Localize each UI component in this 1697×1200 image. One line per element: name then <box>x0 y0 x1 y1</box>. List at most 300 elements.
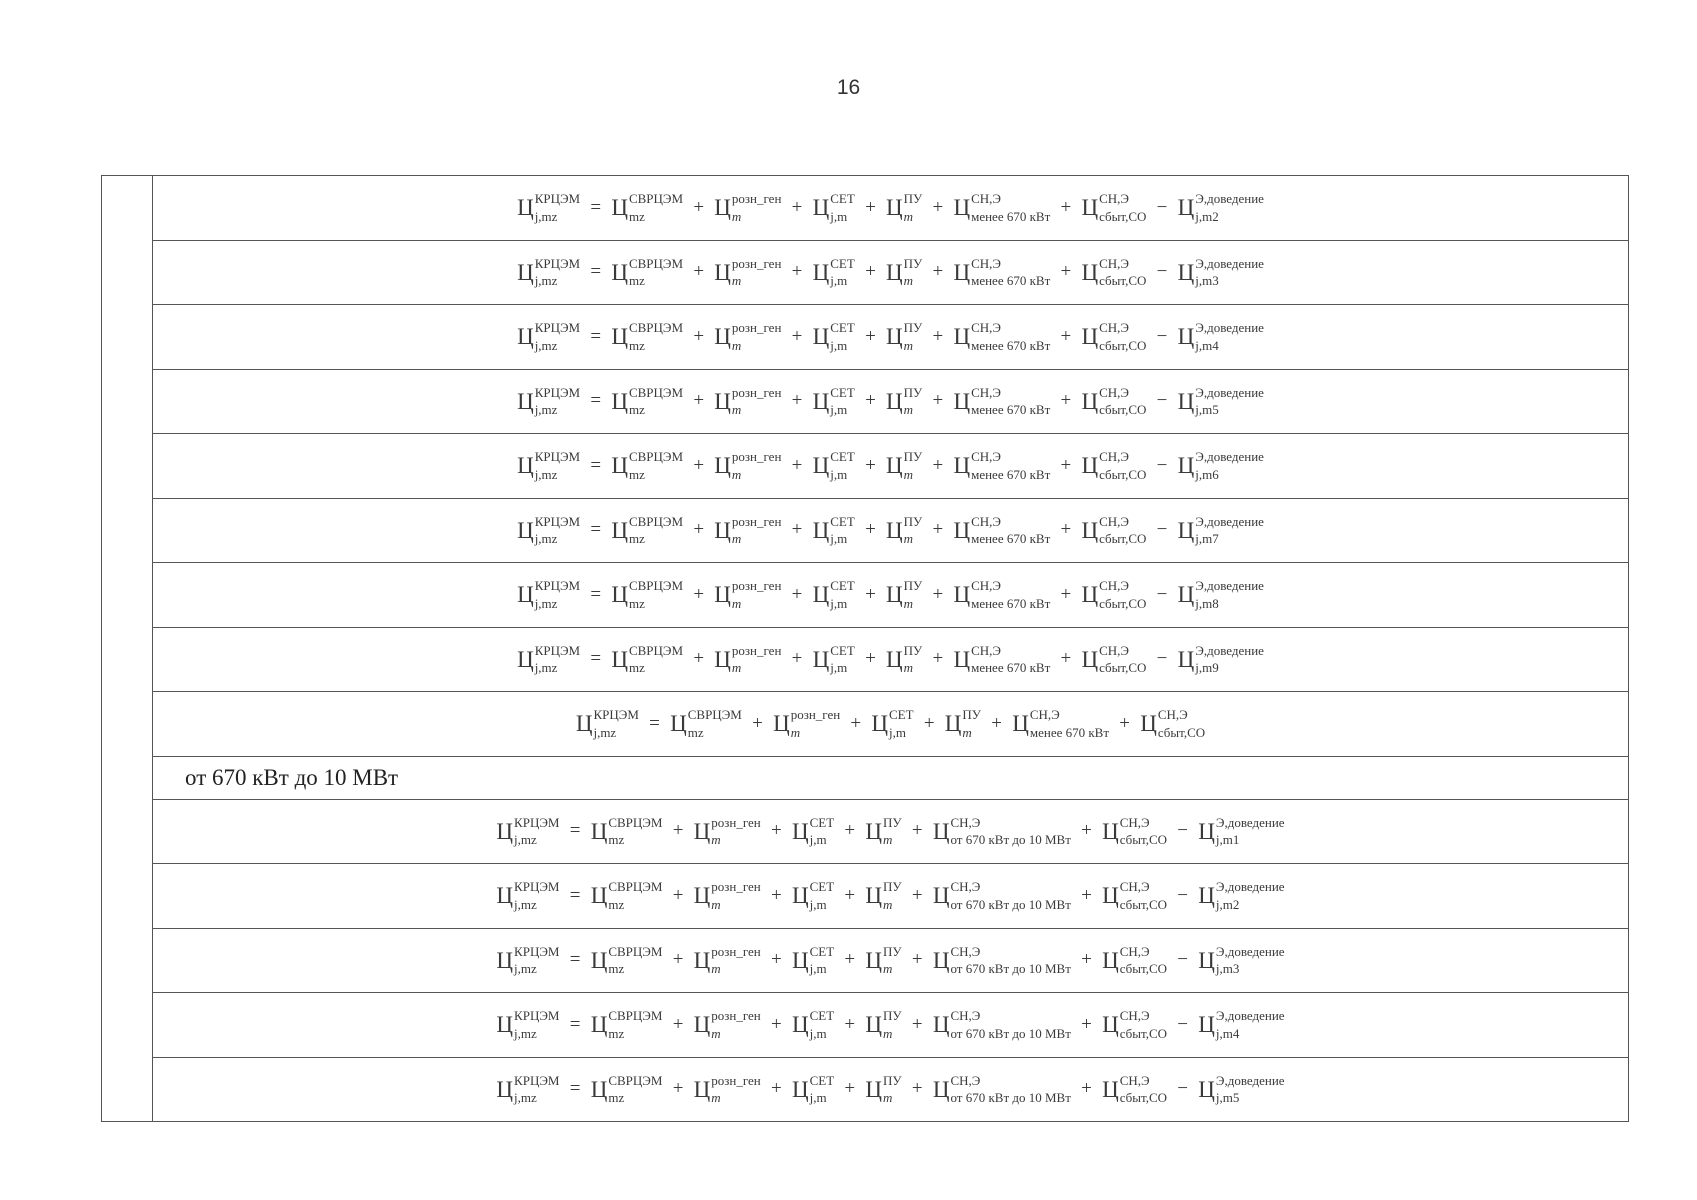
formula-term <box>714 191 782 224</box>
subscript: j,mz <box>534 531 558 547</box>
formula-term <box>953 642 1051 676</box>
subscript: mz <box>628 402 645 418</box>
base-symbol: Ц <box>932 818 950 844</box>
operator: + <box>771 884 782 906</box>
operator: + <box>865 648 876 670</box>
operator: + <box>865 583 876 605</box>
subscript: j,mz <box>534 208 558 224</box>
operator: − <box>1177 1013 1189 1035</box>
subscript: m <box>731 595 742 611</box>
formula <box>517 384 1264 418</box>
subscript: j,m2 <box>1215 896 1240 912</box>
formula-term <box>886 384 923 418</box>
subscript: менее 670 кВт <box>1029 724 1110 740</box>
subscript: j,m <box>830 595 848 611</box>
operator: + <box>791 325 803 347</box>
base-symbol: Ц <box>953 646 971 672</box>
base-symbol: Ц <box>611 324 628 350</box>
base-symbol: Ц <box>611 646 628 672</box>
superscript: Э,доведение <box>1215 943 1285 959</box>
subscript: j,m <box>830 402 848 418</box>
table-row <box>102 1057 1629 1122</box>
operator: + <box>1081 949 1092 971</box>
formula-term <box>1102 1072 1168 1106</box>
formula-cell <box>153 928 1629 993</box>
subscript: m <box>731 466 742 482</box>
formula-term <box>865 943 902 977</box>
operator: + <box>693 196 705 218</box>
base-symbol: Ц <box>714 453 731 479</box>
operator: + <box>1081 1078 1092 1100</box>
formula-term <box>886 449 923 482</box>
formula-term <box>496 814 560 848</box>
formula-term <box>693 1072 761 1106</box>
table-row <box>102 993 1629 1058</box>
base-symbol: Ц <box>714 582 731 608</box>
formula-term <box>1198 1072 1285 1106</box>
base-symbol: Ц <box>1140 711 1157 737</box>
operator: + <box>1060 519 1072 541</box>
operator: + <box>771 949 782 971</box>
base-symbol: Ц <box>812 259 830 285</box>
operator: + <box>932 325 944 347</box>
superscript: СН,Э <box>950 943 981 959</box>
superscript: розн_ген <box>731 449 782 465</box>
base-symbol: Ц <box>590 947 608 973</box>
superscript: ПУ <box>903 449 923 465</box>
base-symbol: Ц <box>611 195 628 221</box>
base-symbol: Ц <box>1081 646 1099 672</box>
formula-term <box>791 1072 835 1106</box>
operator: + <box>1060 648 1072 670</box>
base-symbol: Ц <box>932 947 950 973</box>
operator: − <box>1177 1078 1189 1100</box>
superscript: СН,Э <box>1119 879 1150 895</box>
subscript: m <box>903 595 914 611</box>
formula-term <box>1081 320 1147 353</box>
superscript: СВРЦЭМ <box>628 578 684 594</box>
formula-term <box>1081 384 1147 418</box>
operator: = <box>569 949 581 971</box>
table-row <box>102 563 1629 628</box>
superscript: розн_ген <box>711 1072 761 1088</box>
superscript: Э,доведение <box>1195 191 1264 207</box>
table-row <box>102 692 1629 757</box>
formula <box>517 449 1264 482</box>
base-symbol: Ц <box>791 883 809 909</box>
superscript: СН,Э <box>1119 814 1150 830</box>
formula-cell <box>153 864 1629 929</box>
base-symbol: Ц <box>1198 1076 1215 1102</box>
base-symbol: Ц <box>791 1076 809 1102</box>
subscript: m <box>903 402 914 418</box>
operator: + <box>911 820 923 842</box>
subscript: m <box>903 466 914 482</box>
base-symbol: Ц <box>517 453 534 479</box>
base-symbol: Ц <box>886 195 903 221</box>
base-symbol: Ц <box>575 711 593 737</box>
subscript: сбыт,СО <box>1099 402 1147 418</box>
base-symbol: Ц <box>953 517 971 543</box>
base-symbol: Ц <box>886 453 903 479</box>
subscript: сбыт,СО <box>1099 337 1147 353</box>
superscript: СЕТ <box>809 1008 835 1024</box>
formula <box>517 578 1264 611</box>
subscript: менее 670 кВт <box>971 208 1051 224</box>
subscript: m <box>962 724 972 740</box>
base-symbol: Ц <box>953 388 971 414</box>
subscript: менее 670 кВт <box>971 595 1051 611</box>
superscript: СЕТ <box>830 320 855 336</box>
superscript: Э,доведение <box>1215 1072 1285 1088</box>
operator: = <box>590 196 602 218</box>
superscript: розн_ген <box>731 255 782 271</box>
operator: = <box>569 884 581 906</box>
formula-term <box>812 449 855 482</box>
formula-term <box>812 320 855 353</box>
superscript: СВРЦЭМ <box>628 191 684 207</box>
base-symbol: Ц <box>953 195 971 221</box>
subscript: j,m <box>809 832 827 848</box>
subscript: m <box>731 402 742 418</box>
base-symbol: Ц <box>932 1076 950 1102</box>
superscript: КРЦЭМ <box>534 449 581 465</box>
formula-term <box>812 578 855 611</box>
base-symbol: Ц <box>693 947 711 973</box>
base-symbol: Ц <box>812 646 830 672</box>
base-symbol: Ц <box>714 646 731 672</box>
subscript: j,mz <box>534 273 558 289</box>
subscript: j,m <box>830 337 848 353</box>
formula-term <box>812 642 855 676</box>
formula-term <box>590 943 663 977</box>
subscript: j,m <box>830 531 848 547</box>
left-column-cell <box>102 176 153 1122</box>
base-symbol: Ц <box>791 947 809 973</box>
formula-term <box>1177 384 1264 418</box>
superscript: КРЦЭМ <box>593 707 639 723</box>
superscript: Э,доведение <box>1195 320 1264 336</box>
subscript: менее 670 кВт <box>971 466 1051 482</box>
table-row <box>102 240 1629 305</box>
formula-term <box>590 879 663 912</box>
operator: − <box>1177 820 1189 842</box>
subscript: от 670 кВт до 10 МВт <box>950 1090 1071 1106</box>
operator: = <box>590 519 602 541</box>
operator: + <box>932 390 944 412</box>
operator: + <box>865 454 876 476</box>
operator: − <box>1156 454 1168 476</box>
formula-term <box>932 814 1071 848</box>
base-symbol: Ц <box>611 582 628 608</box>
base-symbol: Ц <box>517 388 534 414</box>
subscript: j,m4 <box>1215 1025 1240 1041</box>
operator: − <box>1156 390 1168 412</box>
base-symbol: Ц <box>1102 818 1119 844</box>
operator: − <box>1156 261 1168 283</box>
base-symbol: Ц <box>932 1012 950 1038</box>
subscript: сбыт,СО <box>1119 896 1168 912</box>
formula-term <box>932 879 1071 912</box>
superscript: СН,Э <box>1119 1072 1150 1088</box>
operator: + <box>771 1013 782 1035</box>
superscript: КРЦЭМ <box>514 1008 560 1024</box>
superscript: ПУ <box>883 879 902 895</box>
formula-term <box>886 513 923 547</box>
formula-term <box>517 384 581 418</box>
subscript: j,m3 <box>1195 273 1219 289</box>
operator: + <box>1081 820 1092 842</box>
subscript: j,m <box>809 1090 827 1106</box>
formula-term <box>1012 707 1110 740</box>
formula-term <box>932 943 1071 977</box>
subscript: сбыт,СО <box>1157 724 1206 740</box>
subscript: j,m8 <box>1195 595 1219 611</box>
base-symbol: Ц <box>611 453 628 479</box>
formula-term <box>1198 943 1285 977</box>
superscript: СН,Э <box>1099 513 1130 529</box>
subscript: m <box>883 1090 893 1106</box>
operator: + <box>865 519 876 541</box>
operator: − <box>1156 648 1168 670</box>
formula-term <box>1177 255 1264 289</box>
superscript: розн_ген <box>711 879 761 895</box>
base-symbol: Ц <box>953 453 971 479</box>
subscript: сбыт,СО <box>1099 208 1147 224</box>
operator: + <box>911 1013 923 1035</box>
table-row <box>102 434 1629 499</box>
subscript: менее 670 кВт <box>971 531 1051 547</box>
base-symbol: Ц <box>517 646 534 672</box>
superscript: розн_ген <box>790 707 841 723</box>
base-symbol: Ц <box>886 517 903 543</box>
subscript: сбыт,СО <box>1119 1090 1168 1106</box>
base-symbol: Ц <box>1177 582 1195 608</box>
subscript: j,m <box>830 273 848 289</box>
base-symbol: Ц <box>812 517 830 543</box>
subscript: j,mz <box>514 832 537 848</box>
subscript: j,mz <box>534 660 558 676</box>
operator: + <box>791 454 803 476</box>
operator: + <box>693 261 705 283</box>
subscript: mz <box>628 466 645 482</box>
base-symbol: Ц <box>886 388 903 414</box>
operator: + <box>1060 454 1072 476</box>
operator: + <box>1060 196 1072 218</box>
subscript: j,mz <box>534 402 558 418</box>
formula-term <box>517 642 581 676</box>
formula-cell <box>153 799 1629 864</box>
operator: = <box>590 583 602 605</box>
subscript: j,m <box>809 1025 827 1041</box>
subscript: mz <box>628 273 645 289</box>
operator: = <box>590 454 602 476</box>
base-symbol: Ц <box>517 259 534 285</box>
operator: + <box>1060 583 1072 605</box>
operator: + <box>791 648 803 670</box>
superscript: СН,Э <box>950 1072 981 1088</box>
formula-term <box>1177 449 1264 482</box>
formula-term <box>496 1072 560 1106</box>
base-symbol: Ц <box>791 818 809 844</box>
superscript: СЕТ <box>830 384 855 400</box>
formula-term <box>1081 191 1147 224</box>
table-row <box>102 799 1629 864</box>
base-symbol: Ц <box>1177 324 1195 350</box>
subscript: от 670 кВт до 10 МВт <box>950 896 1071 912</box>
formula-term <box>693 1008 761 1041</box>
subscript: mz <box>608 1090 625 1106</box>
formula-term <box>670 707 742 740</box>
base-symbol: Ц <box>714 259 731 285</box>
subscript: m <box>711 1025 721 1041</box>
formula <box>517 255 1264 289</box>
formula-term <box>590 1008 663 1041</box>
subscript: m <box>903 208 914 224</box>
formula-term <box>1102 1008 1168 1041</box>
base-symbol: Ц <box>714 195 731 221</box>
subscript: m <box>903 660 914 676</box>
formula-term <box>1140 707 1206 740</box>
formula-term <box>611 449 684 482</box>
superscript: Э,доведение <box>1195 642 1264 658</box>
subscript: m <box>711 832 721 848</box>
superscript: ПУ <box>883 943 902 959</box>
operator: + <box>771 820 782 842</box>
base-symbol: Ц <box>1081 324 1099 350</box>
base-symbol: Ц <box>932 883 950 909</box>
superscript: СН,Э <box>971 384 1001 400</box>
formula-term <box>1102 879 1168 912</box>
operator: + <box>932 519 944 541</box>
subscript: сбыт,СО <box>1099 273 1147 289</box>
base-symbol: Ц <box>693 818 711 844</box>
superscript: Э,доведение <box>1195 384 1264 400</box>
formula <box>496 879 1285 912</box>
subscript: mz <box>687 724 704 740</box>
base-symbol: Ц <box>1081 195 1099 221</box>
formula-term <box>1102 814 1168 848</box>
subscript: j,m <box>809 896 827 912</box>
subscript: сбыт,СО <box>1099 595 1147 611</box>
formula-cell <box>153 176 1629 241</box>
table-row <box>102 928 1629 993</box>
operator: + <box>1060 325 1072 347</box>
base-symbol: Ц <box>812 324 830 350</box>
formula-term <box>1177 578 1264 611</box>
base-symbol: Ц <box>611 517 628 543</box>
formula-term <box>932 1072 1071 1106</box>
base-symbol: Ц <box>1081 388 1099 414</box>
superscript: Э,доведение <box>1195 449 1264 465</box>
superscript: ПУ <box>962 707 982 723</box>
formula-term <box>1102 943 1168 977</box>
formula-cell <box>153 434 1629 499</box>
formula-term <box>791 879 835 912</box>
superscript: СВРЦЭМ <box>628 642 684 658</box>
formula-term <box>953 320 1051 353</box>
base-symbol: Ц <box>1177 453 1195 479</box>
formula-term <box>886 255 923 289</box>
subscript: сбыт,СО <box>1099 466 1147 482</box>
superscript: СН,Э <box>971 513 1001 529</box>
subscript: j,mz <box>514 1090 537 1106</box>
superscript: Э,доведение <box>1195 255 1264 271</box>
subscript: j,m <box>889 724 906 740</box>
superscript: СЕТ <box>809 1072 835 1088</box>
formula-term <box>865 1072 902 1106</box>
operator: + <box>991 712 1002 734</box>
operator: − <box>1177 884 1189 906</box>
operator: = <box>590 325 602 347</box>
formula-term <box>953 255 1051 289</box>
base-symbol: Ц <box>865 818 883 844</box>
base-symbol: Ц <box>953 259 971 285</box>
formula-term <box>865 814 902 848</box>
operator: + <box>865 261 876 283</box>
superscript: СЕТ <box>830 255 855 271</box>
formula-term <box>517 578 581 611</box>
section-row <box>102 756 1629 799</box>
superscript: КРЦЭМ <box>514 879 560 895</box>
formula-term <box>1081 578 1147 611</box>
subscript: m <box>731 273 742 289</box>
operator: + <box>672 949 684 971</box>
formula-term <box>1081 255 1147 289</box>
operator: − <box>1177 949 1189 971</box>
formula-cell <box>153 692 1629 757</box>
superscript: Э,доведение <box>1195 513 1264 529</box>
subscript: j,mz <box>534 595 558 611</box>
formula-term <box>953 384 1051 418</box>
superscript: СЕТ <box>809 814 835 830</box>
superscript: КРЦЭМ <box>514 814 560 830</box>
formula-term <box>1177 191 1264 224</box>
base-symbol: Ц <box>1102 1012 1119 1038</box>
superscript: КРЦЭМ <box>534 320 581 336</box>
subscript: j,mz <box>514 896 537 912</box>
subscript: от 670 кВт до 10 МВт <box>950 961 1071 977</box>
operator: + <box>911 884 923 906</box>
subscript: от 670 кВт до 10 МВт <box>950 1025 1071 1041</box>
formula-term <box>714 449 782 482</box>
operator: + <box>791 583 803 605</box>
superscript: СН,Э <box>1099 255 1130 271</box>
subscript: менее 670 кВт <box>971 273 1051 289</box>
superscript: СЕТ <box>830 191 855 207</box>
operator: + <box>693 648 705 670</box>
superscript: СН,Э <box>1119 943 1150 959</box>
base-symbol: Ц <box>865 883 883 909</box>
base-symbol: Ц <box>865 947 883 973</box>
subscript: mz <box>628 531 645 547</box>
table-row <box>102 305 1629 370</box>
formula-term <box>1081 449 1147 482</box>
operator: = <box>649 712 660 734</box>
superscript: ПУ <box>883 1008 902 1024</box>
subscript: j,m5 <box>1215 1090 1240 1106</box>
formula-term <box>693 814 761 848</box>
base-symbol: Ц <box>773 711 790 737</box>
operator: = <box>569 1078 581 1100</box>
formula-term <box>1198 1008 1285 1041</box>
formula-term <box>886 320 923 353</box>
superscript: СВРЦЭМ <box>608 1072 663 1088</box>
subscript: j,mz <box>534 466 558 482</box>
formula-term <box>865 879 902 912</box>
superscript: СВРЦЭМ <box>628 384 684 400</box>
operator: + <box>844 1078 856 1100</box>
